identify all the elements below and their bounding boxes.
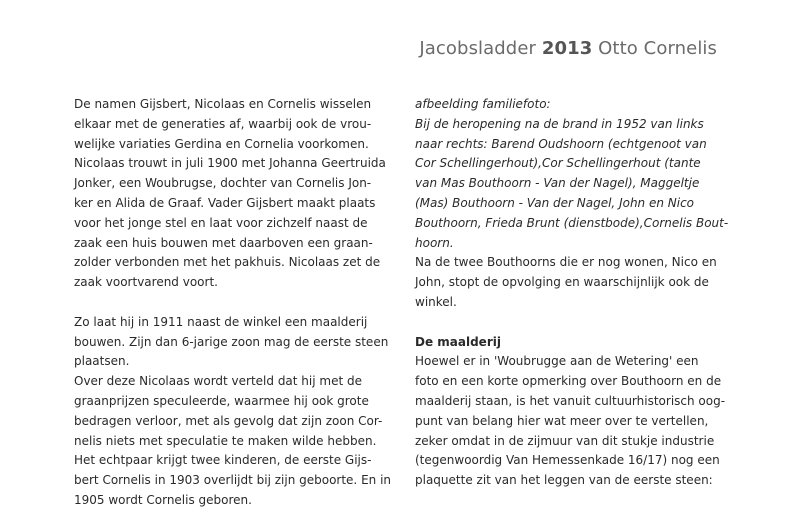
text-line: bert Cornelis in 1903 overlijdt bij zijn geboorte. En in [74,473,392,488]
right-paragraph-1 [415,253,725,312]
left-paragraph-2 [74,313,392,511]
left-paragraph-1 [74,95,386,293]
caption-line: Cor Schellingerhout),Cor Schellingerhout (tante [415,156,701,171]
text-line: 1905 wordt Cornelis geboren. [74,492,252,507]
left-column [74,95,392,511]
caption-line: van Mas Bouthoorn - Van der Nagel), Maggeltje [415,176,700,191]
photo-caption [415,95,729,253]
text-line: (tegenwoordig Van Hemessenkade 16/17) nog een [415,453,720,468]
text-line: John, stopt de opvolging en waarschijnlijk ook de [415,275,709,290]
text-line: maalderij staan, is het vanuit cultuurhistorisch oog- [415,393,726,408]
header-title: Jacobsladder [419,38,542,59]
caption-line: (Mas) Bouthoorn - Van der Nagel, John en Nico [415,195,695,210]
text-line: Jonker, een Woubrugse, dochter van Cornelis Jon- [74,176,372,191]
text-line: bedragen verloor, met als gevolg dat zijn zoon Cor- [74,413,383,428]
page-header [419,38,717,59]
right-column [415,95,729,491]
text-line: Over deze Nicolaas wordt verteld dat hij met de [74,374,362,389]
header-author: Otto Cornelis [592,38,717,59]
text-line: foto en een korte opmerking over Bouthoorn en de [415,374,722,389]
text-line: Het echtpaar krijgt twee kinderen, de eerste Gijs- [74,453,372,468]
text-line: nelis niets met speculatie te maken wilde hebben. [74,433,377,448]
text-line: Nicolaas trouwt in juli 1900 met Johanna Geertruida [74,156,386,171]
text-line: winkel. [415,294,457,309]
text-line: plaatsen. [74,354,130,369]
text-line: ker en Alida de Graaf. Vader Gijsbert maakt plaats [74,195,376,210]
caption-line: naar rechts: Barend Oudshoorn (echtgenoot van [415,136,707,151]
header-year: 2013 [541,38,593,59]
text-line: zeker omdat in de zijmuur van dit stukje industrie [415,433,715,448]
paragraph-gap [415,313,725,333]
caption-line: afbeelding familiefoto: [415,97,551,111]
caption-line: Bij de heropening na de brand in 1952 van links [415,116,704,131]
text-line: Hoewel er in 'Woubrugge aan de Wetering' een [415,354,699,369]
text-line: De namen Gijsbert, Nicolaas en Cornelis wisselen [74,97,372,111]
text-line: welijke variaties Gerdina en Cornelia voorkomen. [74,136,369,151]
text-line: plaquette zit van het leggen van de eerste steen: [415,473,713,488]
section-heading: De maalderij [415,334,501,349]
text-line: zolder verbonden met het pakhuis. Nicolaas zet de [74,255,381,270]
text-line: voor het jonge stel en laat voor zichzelf naast de [74,215,368,230]
text-line: elkaar met de generaties af, waarbij ook de vrou- [74,116,372,131]
text-line: zaak voortvarend voort. [74,275,218,290]
text-line: zaak een huis bouwen met daarboven een graan- [74,235,373,250]
caption-line: Bouthoorn, Frieda Brunt (dienstbode),Cornelis Bout- [415,215,729,230]
text-line: graanprijzen speculeerde, waarmee hij ook grote [74,393,369,408]
caption-line: hoorn. [415,235,454,250]
text-line: bouwen. Zijn dan 6-jarige zoon mag de eerste steen [74,334,389,349]
text-line: Zo laat hij in 1911 naast de winkel een maalderij [74,314,368,329]
text-line: punt van belang hier wat meer over te vertellen, [415,413,709,428]
right-paragraph-2 [415,352,725,491]
paragraph-gap [74,293,379,313]
text-line: Na de twee Bouthoorns die er nog wonen, Nico en [415,255,717,270]
